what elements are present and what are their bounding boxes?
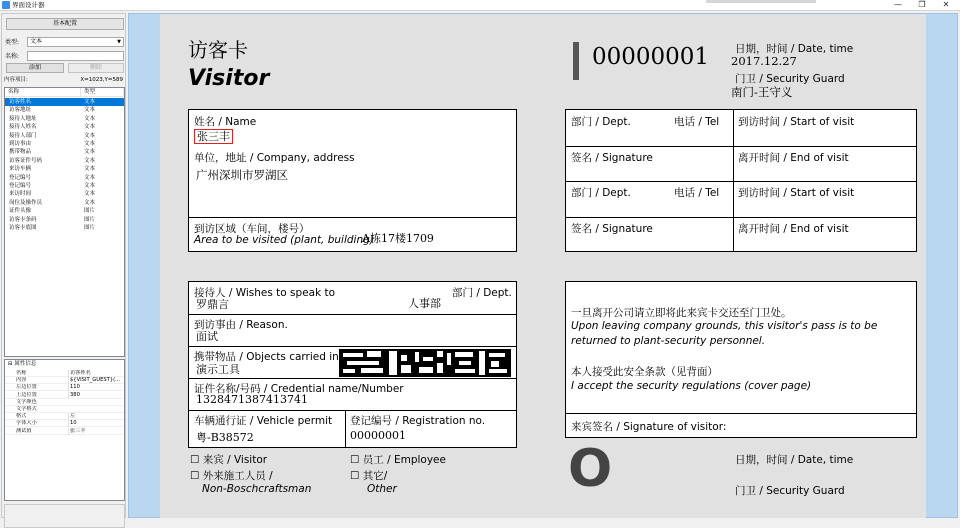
app-icon [2, 1, 10, 9]
list-item-name: 访客卡底图 [9, 225, 37, 231]
cred-label: 证件名称/号码 / Credential name/Number [194, 383, 404, 395]
reason-label: 到访事由 / Reason. [194, 319, 288, 331]
window-title: 界面设计器 [12, 1, 45, 9]
end-label-2: 离开时间 / End of visit [738, 223, 849, 235]
property-row[interactable] [5, 377, 124, 384]
list-item-type: 文本 [84, 157, 96, 164]
list-item[interactable] [5, 207, 124, 215]
list-item[interactable] [5, 148, 124, 156]
list-item[interactable] [5, 106, 124, 114]
property-row[interactable] [5, 428, 124, 435]
type-select[interactable] [27, 37, 124, 47]
description-box [4, 504, 125, 528]
list-item-type: 文本 [84, 124, 96, 131]
objects-value: 演示工具 [196, 363, 240, 376]
barcode-image [339, 349, 511, 377]
company-label: 单位，地址 / Company, address [194, 152, 355, 164]
list-item-type: 文本 [84, 166, 96, 173]
start-label-1: 到访时间 / Start of visit [738, 116, 855, 128]
title-cn: 访客卡 [188, 38, 248, 62]
sign-label-1: 签名 / Signature [571, 152, 653, 164]
list-item-type: 图片 [84, 208, 96, 215]
property-row[interactable] [5, 384, 124, 391]
list-item-name: 岗位及操作员 [9, 199, 43, 206]
list-item-type: 文本 [84, 107, 96, 114]
chevron-down-icon: ▼ [117, 39, 121, 45]
list-item-name: 访客证件号码 [9, 157, 43, 164]
list-item[interactable] [5, 224, 124, 232]
list-item-type: 图片 [84, 225, 96, 231]
accept-en: I accept the security regulations (cover page) [571, 380, 812, 392]
list-item[interactable] [5, 165, 124, 173]
dept-label-1: 部门 / Dept. [571, 116, 631, 128]
property-key: 左边位置 [16, 384, 37, 391]
list-item[interactable] [5, 216, 124, 224]
delete-button[interactable]: 删除 [68, 63, 124, 73]
vehicle-label: 车辆通行证 / Vehicle permit [194, 415, 333, 427]
contractor-label-en: Non-Boschcraftsman [202, 483, 312, 495]
property-value[interactable]: ${VISIT_GUEST}(... [68, 377, 123, 384]
property-value[interactable]: 左 [68, 413, 123, 420]
tel-label-2: 电话 / Tel [674, 187, 720, 199]
property-key: 上边位置 [16, 391, 37, 398]
add-button[interactable]: 添加 [6, 63, 64, 73]
host-value: 罗鼎言 [196, 298, 229, 311]
content-list[interactable] [4, 87, 125, 357]
property-row[interactable] [5, 392, 124, 399]
notice-cn: 一旦离开公司请立即将此来宾卡交还至门卫处。 [571, 307, 792, 319]
area-label-en: Area to be visited (plant, building) [194, 234, 374, 246]
checkbox-visitor[interactable]: ☐ 来宾 / Visitor [190, 454, 268, 466]
props-header [5, 360, 124, 369]
host-dept-value: 人事部 [408, 297, 441, 310]
host-dept-label: 部门 / Dept. [452, 287, 512, 299]
accept-cn: 本人接受此安全条款（见背面） [571, 366, 718, 378]
tel-label-1: 电话 / Tel [674, 116, 720, 128]
property-row[interactable] [5, 399, 124, 406]
list-item-type: 图片 [84, 216, 96, 223]
name-label: 姓名 / Name [194, 116, 257, 128]
design-canvas[interactable] [128, 13, 958, 518]
list-item-type: 文本 [84, 141, 96, 147]
property-key: 文字颜色 [16, 398, 37, 405]
datetime-value: 2017.12.27 [731, 54, 797, 68]
cred-value: 1328471387413741 [196, 393, 308, 406]
list-item-name: 证件头像 [9, 208, 32, 215]
reason-value: 面试 [196, 330, 218, 343]
property-value[interactable]: 380 [68, 392, 123, 399]
id-bar [573, 42, 579, 80]
title-strip [706, 0, 816, 3]
list-item[interactable] [5, 174, 124, 182]
minimize-button[interactable]: — [894, 0, 902, 9]
company-value: 广州深圳市罗湖区 [196, 168, 288, 182]
property-row[interactable] [5, 406, 124, 413]
props-header-label: 属性信息 [14, 361, 37, 367]
name-value[interactable]: 张三丰 [194, 129, 233, 144]
list-item[interactable] [5, 182, 124, 190]
property-key: 名称 [16, 370, 27, 376]
list-header-name[interactable]: 名称 [5, 88, 81, 97]
list-item-type: 文本 [84, 183, 96, 189]
type-label: 类型: [5, 39, 20, 46]
list-item-name: 到访事由 [9, 141, 32, 147]
list-item[interactable] [5, 132, 124, 140]
datetime-label: 日期，时间 / Date, time [735, 43, 854, 55]
property-key: 格式 [16, 413, 27, 420]
visitor-sign-label: 来宾签名 / Signature of visitor: [571, 421, 727, 433]
card-number: 00000001 [592, 44, 710, 70]
property-grid[interactable] [4, 359, 125, 501]
name-label: 名称: [5, 53, 20, 60]
property-key: 文字格式 [16, 406, 37, 412]
end-label-1: 离开时间 / End of visit [738, 152, 849, 164]
list-item-type: 文本 [84, 132, 96, 139]
property-row[interactable] [5, 413, 124, 420]
coordinate-readout: X=1023,Y=589 [80, 77, 123, 83]
property-value[interactable]: 110 [68, 384, 123, 391]
collapse-icon: ⊟ [8, 361, 15, 367]
notice-en-1: Upon leaving company grounds, this visitor's pass is to be [571, 320, 878, 332]
list-item[interactable] [5, 123, 124, 131]
reg-value: 00000001 [350, 429, 406, 442]
list-item[interactable] [5, 157, 124, 165]
property-row[interactable] [5, 370, 124, 377]
property-row[interactable] [5, 420, 124, 427]
notice-box [565, 281, 917, 438]
visitor-card [160, 14, 926, 518]
property-value[interactable]: 访客姓名 [68, 370, 123, 377]
card-type-letter: O [568, 439, 613, 499]
objects-label: 携带物品 / Objects carried in [194, 351, 339, 363]
host-info-box [188, 281, 517, 448]
dept-label-2: 部门 / Dept. [571, 187, 631, 199]
basic-config-button[interactable]: 基本配置 [6, 18, 124, 30]
checkbox-employee[interactable]: ☐ 员工 / Employee [350, 454, 446, 466]
list-item-type: 文本 [84, 191, 96, 198]
list-item-name: 登记编号 [9, 174, 32, 181]
start-label-2: 到访时间 / Start of visit [738, 187, 855, 199]
checkbox-other[interactable]: ☐ 其它/ [350, 470, 388, 482]
host-label: 接待人 / Wishes to speak to [194, 287, 336, 299]
list-item-name: 接待人地址 [9, 115, 37, 122]
list-item-type: 文本 [84, 99, 96, 105]
area-label-cn: 到访区域（车间，楼号） [194, 223, 310, 235]
list-item-name: 接待人部门 [9, 132, 37, 139]
list-item-type: 文本 [84, 149, 96, 156]
content-items-label: 内容项目: [4, 77, 28, 83]
guard-value: 南门-王守义 [731, 85, 793, 99]
title-bar [0, 0, 960, 11]
list-item[interactable] [5, 140, 124, 148]
list-item-name: 携带物品 [9, 149, 32, 156]
list-item-name: 登记编号 [9, 183, 32, 189]
property-value[interactable]: 10 [68, 420, 123, 427]
list-header-type[interactable]: 类型 [81, 88, 124, 97]
bottom-datetime-label: 日期，时间 / Date, time [735, 454, 854, 466]
list-item-type: 文本 [84, 115, 96, 122]
visitor-info-box [188, 109, 517, 252]
list-item-name: 访客姓名 [9, 99, 32, 105]
checkbox-contractor[interactable]: ☐ 外来施工人员 / [190, 470, 273, 482]
name-input[interactable] [27, 51, 124, 61]
property-key: 内容 [16, 377, 27, 384]
list-item-name: 访客卡条码 [9, 216, 37, 223]
area-value: A栋17楼1709 [362, 232, 434, 245]
list-item[interactable] [5, 98, 124, 106]
title-en: Visitor [188, 66, 270, 91]
other-label-en: Other [367, 483, 397, 495]
left-panel [1, 13, 126, 518]
list-item[interactable] [5, 199, 124, 207]
reg-label: 登记编号 / Registration no. [350, 415, 486, 427]
list-item-type: 文本 [84, 174, 96, 181]
property-value[interactable]: 张三丰 [68, 428, 123, 435]
property-key: 字体大小 [16, 420, 37, 427]
maximize-button[interactable]: ❐ [918, 0, 926, 9]
property-key: 测试值 [16, 427, 32, 434]
guard-label: 门卫 / Security Guard [735, 73, 845, 85]
sign-label-2: 签名 / Signature [571, 223, 653, 235]
list-item-name: 来访时间 [9, 191, 32, 198]
list-item-name: 接待人姓名 [9, 124, 37, 131]
close-button[interactable]: ✕ [942, 0, 950, 9]
list-item-name: 来访车辆 [9, 166, 32, 173]
bottom-guard-label: 门卫 / Security Guard [735, 485, 845, 497]
list-item[interactable] [5, 115, 124, 123]
vehicle-value: 粤-B38572 [196, 431, 254, 444]
visit-log-box [565, 109, 917, 252]
list-item-type: 文本 [84, 199, 96, 206]
type-select-value: 文本 [30, 38, 43, 45]
list-item[interactable] [5, 190, 124, 198]
notice-en-2: returned to plant-security personnel. [571, 335, 766, 347]
list-item-name: 访客地址 [9, 107, 32, 114]
